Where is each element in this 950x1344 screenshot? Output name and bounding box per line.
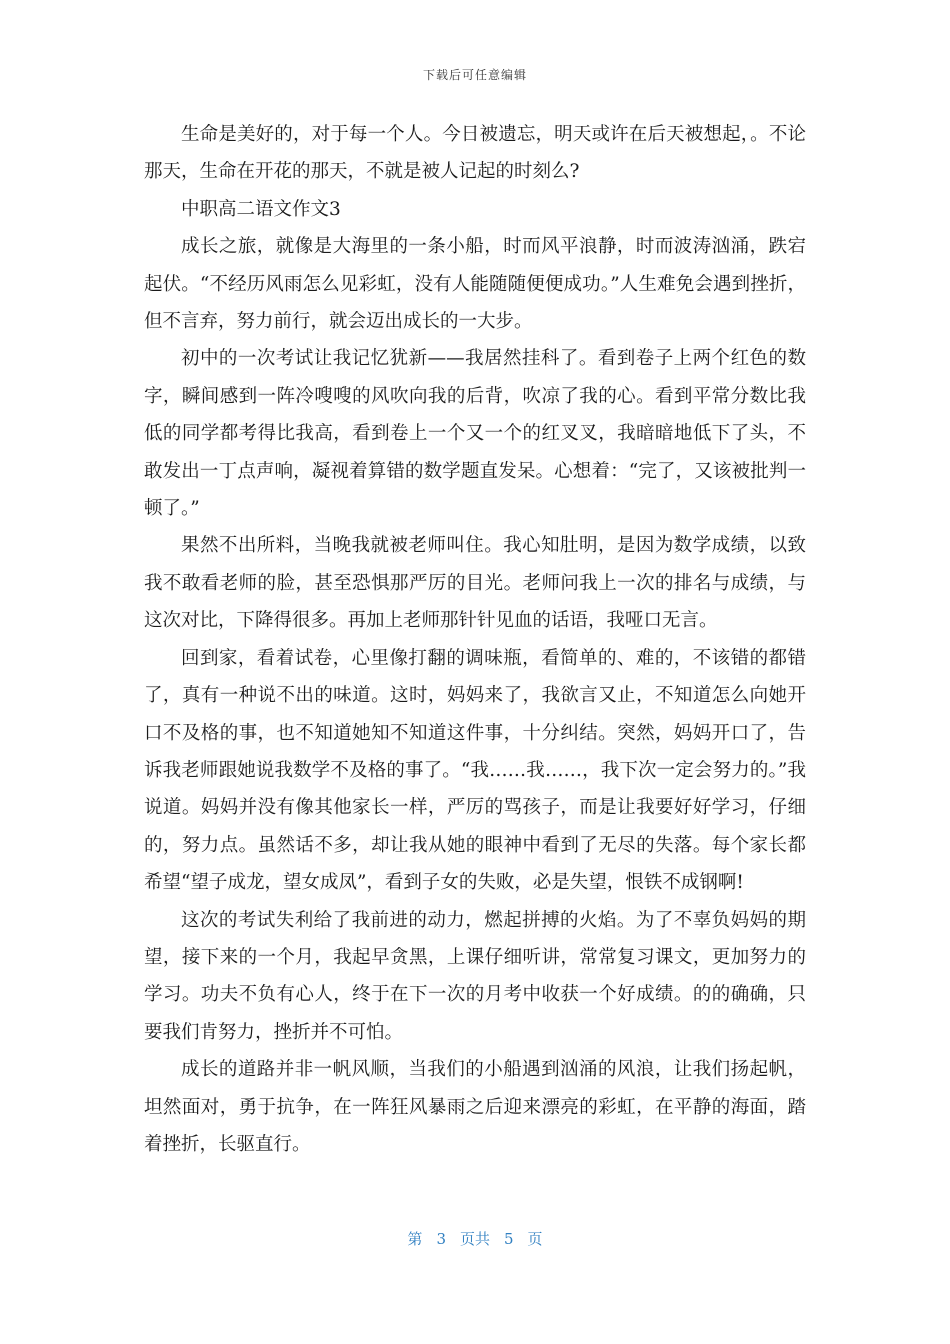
- page-header: 下载后可任意编辑: [422, 68, 527, 82]
- footer-label-end: 页: [527, 1230, 543, 1248]
- paragraph: 成长之旅，就像是大海里的一条小船，时而风平浪静，时而波涛汹涌，跌宕起伏。“不经历风雨怎么见彩虹，没有人能随随便便成功。”人生难免会遇到挫折，但不言弃，努力前行，就会迈出成长的一大步。: [144, 236, 806, 333]
- total-pages-number: 5: [504, 1230, 514, 1248]
- footer-label-page: 第: [407, 1230, 423, 1248]
- footer-label-of: 页共: [459, 1230, 490, 1248]
- essay-title: 中职高二语文作文3: [181, 198, 341, 220]
- paragraph: 回到家，看着试卷，心里像打翻的调味瓶，看简单的、难的，不该错的都错了，真有一种说不出的味道。这时，妈妈来了，我欲言又止，不知道怎么向她开口不及格的事，也不知道她知不知道这件事，十分纠结。突然，妈妈开口了，告诉我老师跟她说我数学不及格的事了。“我……我……，我下次一定会努力的。”我说道。妈妈并没有像其他家长一样，严厉的骂孩子，而是让我要好好学习，仔细的，努力点。虽然话不多，却让我从她的眼神中看到了无尽的失落。每个家长都希望“望子成龙，望女成凤”，看到子女的失败，必是失望，恨铁不成钢啊!: [144, 647, 806, 894]
- paragraph: 生命是美好的，对于每一个人。今日被遗忘，明天或许在后天被想起，。不论那天，生命在开花的那天，不就是被人记起的时刻么?: [144, 124, 806, 183]
- page-footer: [0, 1228, 950, 1249]
- document-body: [144, 116, 806, 1163]
- paragraph: 初中的一次考试让我记忆犹新——我居然挂科了。看到卷子上两个红色的数字，瞬间感到一阵冷嗖嗖的风吹向我的后背，吹凉了我的心。看到平常分数比我低的同学都考得比我高，看到卷上一个又一个的红叉叉，我暗暗地低下了头，不敢发出一丁点声响，凝视着算错的数学题直发呆。心想着：“完了，又该被批判一顿了。”: [144, 348, 806, 520]
- current-page-number: 3: [436, 1230, 446, 1248]
- paragraph: 这次的考试失利给了我前进的动力，燃起拼搏的火焰。为了不辜负妈妈的期望，接下来的一个月，我起早贪黑，上课仔细听讲，常常复习课文，更加努力的学习。功夫不负有心人，终于在下一次的月考中收获一个好成绩。的的确确，只要我们肯努力，挫折并不可怕。: [144, 909, 806, 1043]
- paragraph: 成长的道路并非一帆风顺，当我们的小船遇到汹涌的风浪，让我们扬起帆，坦然面对，勇于抗争，在一阵狂风暴雨之后迎来漂亮的彩虹，在平静的海面，踏着挫折，长驱直行。: [144, 1059, 806, 1155]
- paragraph: 果然不出所料，当晚我就被老师叫住。我心知肚明，是因为数学成绩，以致我不敢看老师的脸，甚至恐惧那严厉的目光。老师问我上一次的排名与成绩，与这次对比，下降得很多。再加上老师那针针见血的话语，我哑口无言。: [144, 535, 806, 632]
